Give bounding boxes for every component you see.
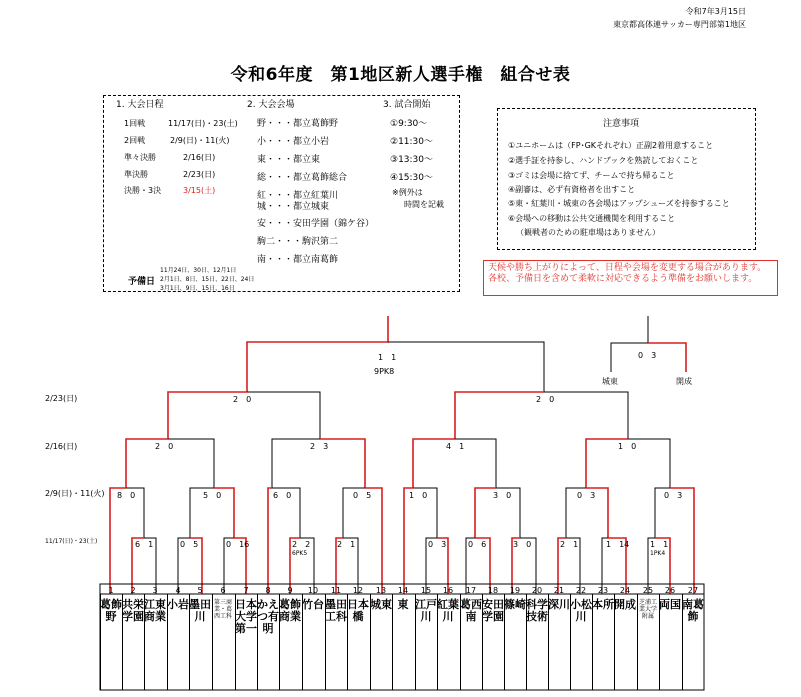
venue-item: 安・・・安田学園（錦ケ谷） xyxy=(257,219,375,229)
match-score: 0 5 xyxy=(353,491,372,500)
team-number: 27 xyxy=(687,586,699,595)
team-number: 24 xyxy=(619,586,631,595)
team-name: 小岩 xyxy=(167,598,189,611)
team-name: 篠崎 xyxy=(504,598,526,611)
match-score: 6 1 xyxy=(135,540,154,549)
venue-item: 城・・・都立城東 xyxy=(257,202,330,212)
team-number: 23 xyxy=(597,586,609,595)
start-note: 時間を記載 xyxy=(404,200,444,209)
third-place-score: 0 3 xyxy=(638,351,657,360)
match-score: 2 0 xyxy=(155,442,174,451)
team-number: 3 xyxy=(152,586,158,595)
match-score: 1 0 xyxy=(618,442,637,451)
start-time: ①9:30～ xyxy=(390,119,428,129)
schedule-round: 準々決勝 xyxy=(124,153,156,162)
start-time: ④15:30～ xyxy=(390,173,434,183)
match-score: 3 0 xyxy=(513,540,532,549)
team-number: 19 xyxy=(509,586,521,595)
reserve-dates: 3月1日、9日、15日、16日 xyxy=(160,285,235,292)
start-time: ③13:30～ xyxy=(390,155,434,165)
team-number: 14 xyxy=(397,586,409,595)
start-note: ※例外は xyxy=(392,188,423,197)
schedule-date-final: 3/15(土) xyxy=(183,186,216,195)
team-number: 9 xyxy=(287,586,293,595)
schedule-date: 11/17(日)・23(土) xyxy=(168,119,238,128)
team-name: 葛飾商業 xyxy=(279,598,301,623)
team-number: 6 xyxy=(220,586,226,595)
page-title: 令和6年度 第1地区新人選手権 組合せ表 xyxy=(230,65,571,85)
team-number: 25 xyxy=(642,586,654,595)
venue-title: 2. 大会会場 xyxy=(247,100,295,110)
note-item: ④副審は、必ず有資格者を出すこと xyxy=(508,185,636,194)
match-score: 4 1 xyxy=(446,442,465,451)
schedule-round: 準決勝 xyxy=(124,170,148,179)
team-name: 竹台 xyxy=(302,598,324,611)
venue-item: 小・・・都立小岩 xyxy=(257,137,330,147)
team-name: 墨田川 xyxy=(189,598,211,623)
team-number: 8 xyxy=(265,586,271,595)
match-score: 1 0 xyxy=(409,491,428,500)
venue-item: 南・・・都立南葛飾 xyxy=(257,255,339,265)
team-number: 1 xyxy=(108,586,114,595)
team-name: 深川 xyxy=(548,598,570,611)
match-score: 0 6 xyxy=(468,540,487,549)
match-score: 0 3 xyxy=(428,540,447,549)
team-number: 7 xyxy=(243,586,249,595)
match-score: 0 3 xyxy=(664,491,683,500)
team-number: 21 xyxy=(553,586,565,595)
team-name: 江戸川 xyxy=(415,598,437,623)
team-number: 15 xyxy=(420,586,432,595)
match-score: 1 14 xyxy=(606,540,630,549)
match-score: 2 1 xyxy=(337,540,356,549)
match-score: 2 0 xyxy=(233,395,252,404)
reserve-dates: 11月24日、30日、12月1日 xyxy=(160,267,237,274)
reserve-dates: 2月1日、8日、15日、22日、24日 xyxy=(160,276,255,283)
team-number: 18 xyxy=(487,586,499,595)
venue-item: 総・・・都立葛飾総合 xyxy=(257,173,348,183)
team-number: 10 xyxy=(307,586,319,595)
round-label-semifinal: 2/23(日) xyxy=(45,394,78,403)
team-name: 葛飾野 xyxy=(100,598,122,623)
match-score: 0 5 xyxy=(180,540,199,549)
match-pk: 1PK4 xyxy=(650,550,666,557)
match-score: 0 3 xyxy=(577,491,596,500)
team-name: 小松川 xyxy=(570,598,592,623)
team-number: 20 xyxy=(531,586,543,595)
match-score: 5 0 xyxy=(203,491,222,500)
warning-text: 天候や勝ち上がりによって、日程や会場を変更する場合があります。各校、予備日を含めて柔軟に対応できるよう準備をお願いします。 xyxy=(488,263,767,284)
schedule-round: 決勝・3決 xyxy=(124,186,162,195)
document-date: 令和7年3月15日 xyxy=(685,7,746,16)
team-number: 11 xyxy=(330,586,342,595)
round-label-quarterfinal: 2/16(日) xyxy=(45,442,78,451)
team-number: 22 xyxy=(575,586,587,595)
team-name: 南葛飾 xyxy=(682,598,704,623)
match-score: 2 3 xyxy=(310,442,329,451)
venue-item: 東・・・都立東 xyxy=(257,155,321,165)
note-item: ⑥会場への移動は公共交通機関を利用すること xyxy=(508,214,676,223)
match-score: 2 2 xyxy=(292,540,311,549)
match-score: 2 0 xyxy=(536,395,555,404)
team-number: 17 xyxy=(465,586,477,595)
team-number: 12 xyxy=(352,586,364,595)
team-name: 両国 xyxy=(659,598,681,611)
schedule-round: 2回戦 xyxy=(124,136,146,145)
team-name: 紅葉川 xyxy=(437,598,459,623)
team-name: 日本橋 xyxy=(347,598,369,623)
team-name: 墨田工科 xyxy=(325,598,347,623)
venue-item: 駒二・・・駒沢第二 xyxy=(257,237,339,247)
match-score: 0 16 xyxy=(226,540,250,549)
team-name: 科学技術 xyxy=(526,598,548,623)
team-name: 開成 xyxy=(614,598,636,611)
start-time-title: 3. 試合開始 xyxy=(383,100,431,110)
team-name: 共栄学園 xyxy=(122,598,144,623)
third-place-team: 城東 xyxy=(602,377,618,386)
final-pk: 9PK8 xyxy=(374,367,395,376)
notes-title: 注意事項 xyxy=(603,119,640,129)
match-score: 3 0 xyxy=(493,491,512,500)
round-label-round1: 11/17(日)・23(土) xyxy=(45,538,98,545)
team-name: 芝浦工業大学附属 xyxy=(638,599,657,620)
team-name: 葛西南 xyxy=(460,598,482,623)
organizer: 東京都高体連サッカー専門部第1地区 xyxy=(613,20,746,29)
team-name: 第三商業・葛西工科 xyxy=(213,599,232,620)
team-number: 26 xyxy=(664,586,676,595)
team-number: 4 xyxy=(175,586,181,595)
team-number: 16 xyxy=(442,586,454,595)
note-item: ①ユニホームは（FP･GKそれぞれ）正副2着用意すること xyxy=(508,141,714,150)
team-name: 東 xyxy=(397,598,409,611)
team-number: 5 xyxy=(197,586,203,595)
schedule-date: 2/16(日) xyxy=(183,153,216,162)
team-name: 本所 xyxy=(592,598,614,611)
note-item: （観戦者のための駐車場はありません） xyxy=(516,228,660,237)
team-name: かえつ有明 xyxy=(257,598,279,635)
team-name: 日本大学第一 xyxy=(235,598,257,635)
team-name: 安田学園 xyxy=(482,598,504,623)
match-score: 2 1 xyxy=(560,540,579,549)
round-label-round2: 2/9(日)・11(火) xyxy=(45,489,105,498)
venue-item: 野・・・都立葛飾野 xyxy=(257,119,339,129)
team-number: 13 xyxy=(375,586,387,595)
note-item: ③ゴミは会場に捨てず、チームで持ち帰ること xyxy=(508,171,675,180)
schedule-date: 2/9(日)・11(火) xyxy=(170,136,230,145)
match-score: 1 1 xyxy=(650,540,669,549)
final-score: 1 1 xyxy=(378,353,397,362)
note-item: ⑤東・紅葉川・城東の各会場はアップシューズを持参すること xyxy=(508,199,730,208)
team-name: 江東商業 xyxy=(144,598,166,623)
match-pk: 6PK5 xyxy=(292,550,308,557)
schedule-title: 1. 大会日程 xyxy=(116,100,164,110)
venue-item: 紅・・・都立紅葉川 xyxy=(257,191,339,201)
schedule-round: 1回戦 xyxy=(124,119,146,128)
match-score: 8 0 xyxy=(117,491,136,500)
team-name: 城東 xyxy=(370,598,392,611)
third-place-team: 開成 xyxy=(676,377,692,386)
match-score: 6 0 xyxy=(273,491,292,500)
start-time: ②11:30～ xyxy=(390,137,434,147)
note-item: ②選手証を持参し、ハンドブックを熟読しておくこと xyxy=(508,156,699,165)
schedule-date: 2/23(日) xyxy=(183,170,216,179)
team-number: 2 xyxy=(130,586,136,595)
reserve-label: 予備日 xyxy=(128,277,156,287)
